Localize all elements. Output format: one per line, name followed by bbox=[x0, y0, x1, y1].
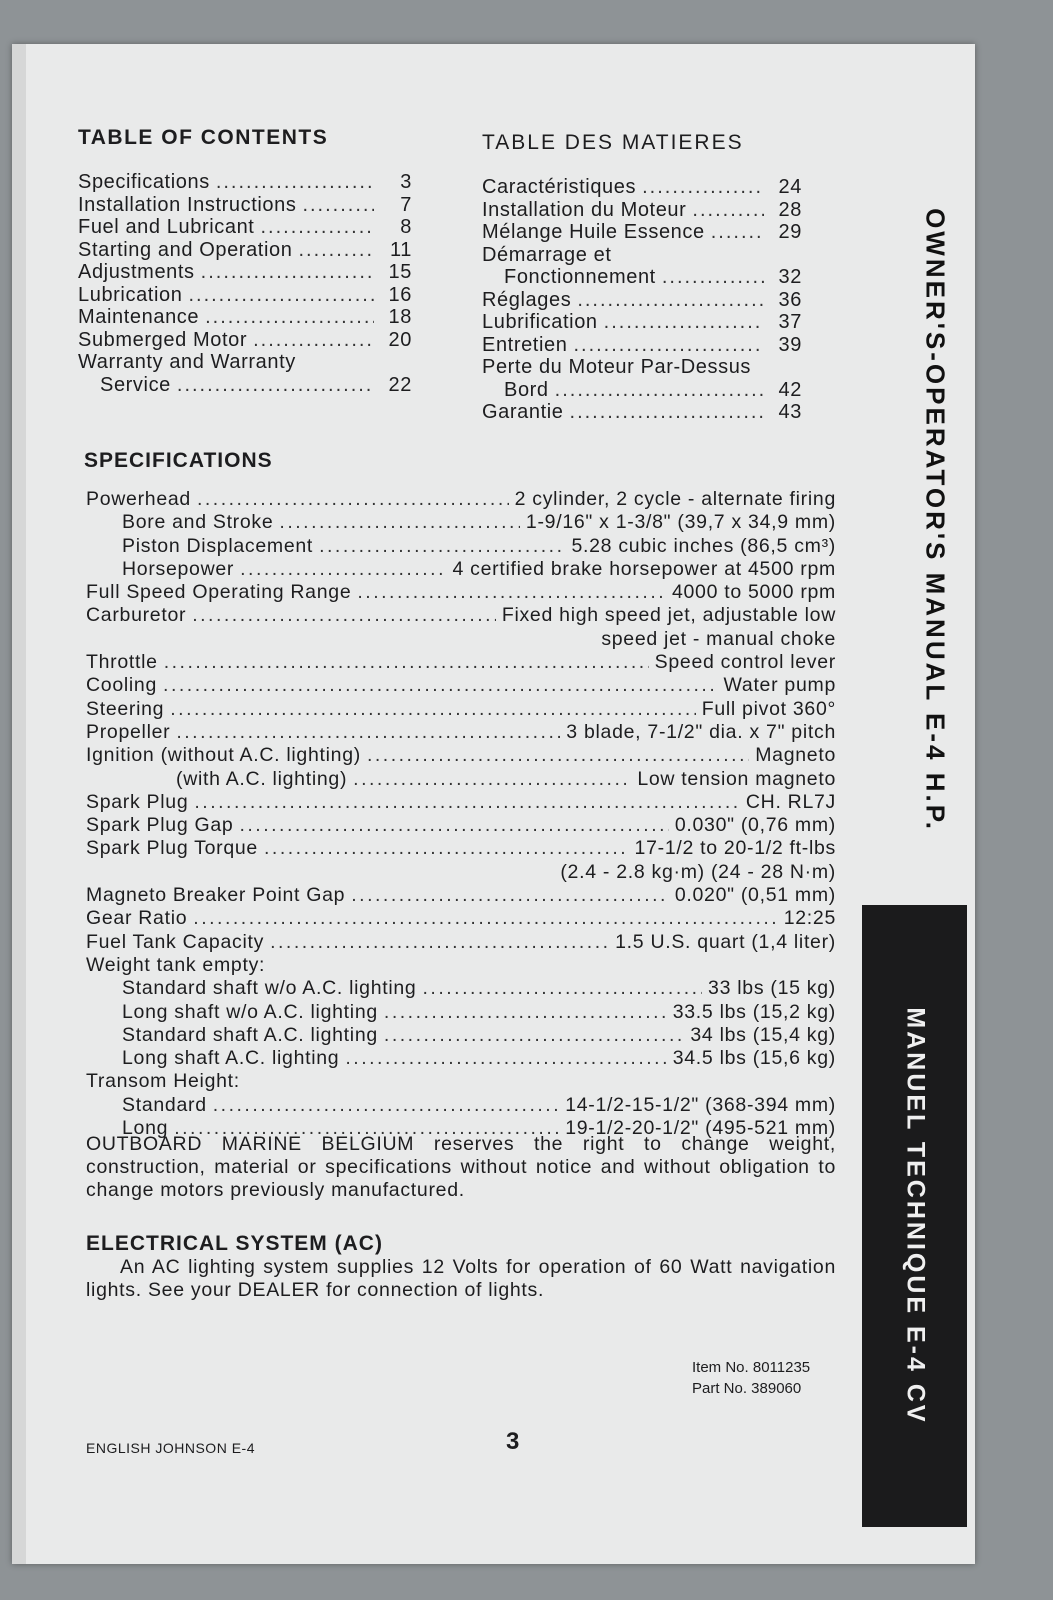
toc-label: Réglages bbox=[482, 288, 572, 311]
spec-value: Speed control lever bbox=[654, 651, 836, 674]
toc-page-number: 15 bbox=[388, 261, 412, 283]
spec-row bbox=[86, 1001, 836, 1024]
toc-label: Lubrification bbox=[482, 311, 598, 333]
toc-fr-title: TABLE DES MATIERES bbox=[482, 131, 744, 154]
spec-row bbox=[86, 698, 836, 721]
spec-label: Full Speed Operating Range bbox=[86, 581, 352, 604]
toc-label: Warranty and Warranty bbox=[78, 351, 296, 373]
toc-row bbox=[78, 374, 412, 397]
spec-continuation: (2.4 - 2.8 kg·m) (24 - 28 N·m) bbox=[560, 860, 836, 883]
toc-label: Installation Instructions bbox=[78, 193, 297, 216]
dot-leader bbox=[253, 329, 374, 352]
dot-leader bbox=[711, 221, 764, 244]
dot-leader bbox=[260, 216, 374, 239]
dot-leader bbox=[193, 907, 777, 930]
dot-leader bbox=[213, 1094, 559, 1117]
toc-row bbox=[482, 356, 802, 379]
spec-label: Spark Plug Torque bbox=[86, 837, 258, 860]
toc-label: Specifications bbox=[78, 171, 210, 193]
spec-label: Standard bbox=[122, 1093, 207, 1116]
spec-row bbox=[86, 791, 836, 814]
toc-page-number: 32 bbox=[778, 266, 802, 288]
footer-label: ENGLISH JOHNSON E-4 bbox=[86, 1440, 255, 1456]
dot-leader bbox=[384, 1001, 667, 1024]
toc-fr-list bbox=[482, 176, 802, 424]
dot-leader bbox=[367, 744, 749, 767]
spec-label: Gear Ratio bbox=[86, 907, 188, 930]
toc-row bbox=[482, 266, 802, 289]
spec-label: Horsepower bbox=[122, 557, 235, 580]
spec-value: 3 blade, 7-1/2" dia. x 7" pitch bbox=[566, 720, 836, 743]
spec-row bbox=[86, 558, 836, 581]
spec-label: Bore and Stroke bbox=[122, 511, 274, 534]
dot-leader bbox=[357, 581, 666, 604]
toc-label: Lubrication bbox=[78, 283, 183, 306]
dot-leader bbox=[555, 379, 764, 402]
spec-label: Fuel Tank Capacity bbox=[86, 930, 265, 953]
spec-value: 0.030" (0,76 mm) bbox=[674, 814, 836, 837]
dot-leader bbox=[163, 674, 717, 697]
dot-leader bbox=[270, 931, 609, 954]
toc-row bbox=[482, 221, 802, 244]
toc-en-title: TABLE OF CONTENTS bbox=[78, 126, 329, 149]
spine-text-en: OWNER'S-OPERATOR'S MANUAL E-4 H.P. bbox=[920, 208, 951, 832]
spec-label: Piston Displacement bbox=[122, 534, 314, 557]
spec-value: CH. RL7J bbox=[745, 790, 836, 813]
toc-row bbox=[482, 311, 802, 334]
spec-label: Spark Plug bbox=[86, 790, 189, 813]
toc-row bbox=[482, 401, 802, 424]
dot-leader bbox=[177, 374, 374, 397]
toc-row bbox=[78, 216, 412, 239]
dot-leader bbox=[345, 1047, 666, 1070]
spec-label: (with A.C. lighting) bbox=[176, 767, 348, 790]
spec-label: Standard shaft w/o A.C. lighting bbox=[122, 977, 417, 1000]
spec-row bbox=[86, 674, 836, 697]
spec-value: 33 lbs (15 kg) bbox=[708, 977, 836, 1000]
toc-row bbox=[78, 351, 412, 374]
spec-label: Long shaft A.C. lighting bbox=[122, 1047, 340, 1070]
spec-row bbox=[86, 977, 836, 1000]
spec-label: Magneto Breaker Point Gap bbox=[86, 884, 346, 907]
electrical-paragraph: An AC lighting system supplies 12 Volts for operation of 60 Watt navigation lights. See your DEALER for connection of lights. bbox=[86, 1256, 836, 1301]
toc-row bbox=[78, 329, 412, 352]
spec-label: Steering bbox=[86, 697, 165, 720]
spec-row bbox=[86, 511, 836, 534]
toc-label: Fonctionnement bbox=[504, 266, 656, 288]
toc-label: Service bbox=[100, 373, 171, 396]
spec-value: 33.5 lbs (15,2 kg) bbox=[672, 1000, 836, 1023]
dot-leader bbox=[319, 535, 565, 558]
toc-page-number: 36 bbox=[778, 288, 802, 311]
toc-label: Installation du Moteur bbox=[482, 198, 687, 221]
spec-row bbox=[86, 1024, 836, 1047]
spec-value: 1.5 U.S. quart (1,4 liter) bbox=[615, 930, 836, 953]
dot-leader bbox=[197, 488, 509, 511]
spec-value: 0.020" (0,51 mm) bbox=[674, 884, 836, 907]
dot-leader bbox=[194, 791, 739, 814]
spec-value: 5.28 cubic inches (86,5 cm³) bbox=[571, 534, 836, 557]
item-number: Item No. 8011235 bbox=[692, 1359, 811, 1376]
toc-row bbox=[78, 284, 412, 307]
spec-value: 34.5 lbs (15,6 kg) bbox=[672, 1047, 836, 1070]
spec-continuation: speed jet - manual choke bbox=[601, 627, 836, 650]
notice-paragraph: OUTBOARD MARINE BELGIUM reserves the right to change weight, construction, material or specifications without notice and without obligation to change motors previously manufactured. bbox=[86, 1133, 836, 1201]
toc-page-number: 42 bbox=[778, 378, 802, 401]
spec-label: Carburetor bbox=[86, 604, 187, 627]
dot-leader bbox=[216, 171, 374, 194]
toc-page-number: 24 bbox=[778, 176, 802, 198]
spec-label: Throttle bbox=[86, 651, 158, 674]
spec-row bbox=[86, 1047, 836, 1070]
dot-leader bbox=[279, 511, 520, 534]
toc-page-number: 39 bbox=[778, 333, 802, 356]
toc-label: Fuel and Lubricant bbox=[78, 216, 255, 238]
spec-label: Cooling bbox=[86, 674, 158, 697]
toc-label: Submerged Motor bbox=[78, 328, 248, 351]
dot-leader bbox=[188, 284, 374, 307]
toc-label: Perte du Moteur Par-Dessus bbox=[482, 356, 752, 378]
toc-label: Caractéristiques bbox=[482, 176, 637, 198]
electrical-heading: ELECTRICAL SYSTEM (AC) bbox=[86, 1232, 383, 1255]
spec-value: 4000 to 5000 rpm bbox=[671, 581, 836, 604]
spec-label: Propeller bbox=[86, 720, 171, 743]
dot-leader bbox=[573, 334, 764, 357]
spec-label: Ignition (without A.C. lighting) bbox=[86, 744, 361, 767]
dot-leader bbox=[205, 306, 374, 329]
spec-row bbox=[86, 907, 836, 930]
dot-leader bbox=[662, 266, 764, 289]
toc-label: Maintenance bbox=[78, 306, 200, 328]
toc-row bbox=[78, 239, 412, 262]
item-numbers bbox=[692, 1357, 810, 1399]
dot-leader bbox=[577, 289, 764, 312]
dot-leader bbox=[164, 651, 649, 674]
spec-row bbox=[86, 488, 836, 511]
spec-value: 4 certified brake horsepower at 4500 rpm bbox=[452, 557, 836, 580]
spec-value: 1-9/16" x 1-3/8" (39,7 x 34,9 mm) bbox=[525, 511, 836, 534]
spec-value: 17-1/2 to 20-1/2 ft-lbs bbox=[634, 837, 836, 860]
spec-subheading: Weight tank empty: bbox=[86, 953, 266, 976]
dot-leader bbox=[201, 261, 374, 284]
toc-row bbox=[78, 306, 412, 329]
toc-page-number: 8 bbox=[400, 216, 412, 238]
specifications-heading: SPECIFICATIONS bbox=[84, 449, 273, 472]
spec-value: Magneto bbox=[755, 744, 836, 767]
spec-label: Powerhead bbox=[86, 488, 191, 510]
toc-page-number: 20 bbox=[388, 328, 412, 351]
dot-leader bbox=[692, 199, 764, 222]
toc-label: Entretien bbox=[482, 333, 568, 356]
page-edge bbox=[12, 44, 26, 1564]
dot-leader bbox=[240, 558, 446, 581]
toc-row bbox=[482, 334, 802, 357]
spec-row bbox=[86, 604, 836, 627]
dot-leader bbox=[302, 194, 374, 217]
toc-label: Démarrage et bbox=[482, 243, 612, 266]
spine-text-fr: MANUEL TECHNIQUE E-4 CV bbox=[901, 1007, 929, 1425]
toc-row bbox=[482, 199, 802, 222]
toc-en-list bbox=[78, 171, 412, 396]
spec-row bbox=[86, 1094, 836, 1117]
dot-leader bbox=[176, 721, 560, 744]
spec-row bbox=[86, 535, 836, 558]
toc-row bbox=[482, 176, 802, 199]
dot-leader bbox=[604, 311, 764, 334]
toc-page-number: 11 bbox=[390, 238, 412, 261]
spec-row bbox=[86, 768, 836, 791]
spec-row bbox=[86, 884, 836, 907]
dot-leader bbox=[239, 814, 668, 837]
toc-page-number: 28 bbox=[778, 198, 802, 221]
toc-label: Starting and Operation bbox=[78, 238, 293, 261]
spine-band-fr bbox=[862, 905, 967, 1527]
spec-value: Low tension magneto bbox=[637, 767, 836, 790]
toc-label: Bord bbox=[504, 378, 549, 401]
spec-row bbox=[86, 721, 836, 744]
spec-row bbox=[86, 931, 836, 954]
dot-leader bbox=[422, 977, 702, 1000]
spec-value: Full pivot 360° bbox=[701, 697, 836, 720]
toc-page-number: 7 bbox=[400, 193, 412, 216]
toc-page-number: 29 bbox=[778, 221, 802, 243]
spec-label: Long shaft w/o A.C. lighting bbox=[122, 1000, 378, 1023]
toc-page-number: 43 bbox=[778, 401, 802, 423]
spec-row bbox=[86, 581, 836, 604]
toc-page-number: 16 bbox=[388, 283, 412, 306]
toc-page-number: 18 bbox=[388, 306, 412, 328]
spec-value: Water pump bbox=[723, 674, 836, 697]
dot-leader bbox=[264, 837, 629, 860]
spec-row bbox=[86, 744, 836, 767]
spec-value: 12:25 bbox=[783, 907, 836, 930]
dot-leader bbox=[170, 698, 695, 721]
spec-value: 19-1/2-20-1/2" (495-521 mm) bbox=[565, 1117, 836, 1140]
toc-page-number: 37 bbox=[778, 311, 802, 333]
toc-page-number: 3 bbox=[400, 171, 412, 193]
spec-label: Standard shaft A.C. lighting bbox=[122, 1023, 378, 1046]
toc-row bbox=[78, 261, 412, 284]
toc-page-number: 22 bbox=[388, 373, 412, 396]
spec-value: 34 lbs (15,4 kg) bbox=[690, 1023, 836, 1046]
dot-leader bbox=[353, 768, 631, 791]
spec-row bbox=[86, 814, 836, 837]
toc-label: Garantie bbox=[482, 401, 564, 423]
spine-title-en bbox=[905, 160, 965, 880]
dot-leader bbox=[351, 884, 669, 907]
toc-row bbox=[78, 171, 412, 194]
part-number: Part No. 389060 bbox=[692, 1380, 802, 1397]
dot-leader bbox=[298, 239, 374, 262]
spec-value: 14-1/2-15-1/2" (368-394 mm) bbox=[565, 1093, 836, 1116]
dot-leader bbox=[192, 604, 496, 627]
dot-leader bbox=[570, 401, 764, 424]
toc-label: Mélange Huile Essence bbox=[482, 221, 705, 243]
spec-label: Spark Plug Gap bbox=[86, 814, 234, 837]
dot-leader bbox=[642, 176, 764, 199]
toc-row bbox=[482, 379, 802, 402]
spec-value: 2 cylinder, 2 cycle - alternate firing bbox=[514, 488, 836, 510]
spec-label: Long bbox=[122, 1117, 169, 1140]
dot-leader bbox=[384, 1024, 684, 1047]
page-number: 3 bbox=[506, 1428, 520, 1455]
toc-row bbox=[482, 244, 802, 267]
spec-value: Fixed high speed jet, adjustable low bbox=[501, 604, 836, 627]
spec-row bbox=[86, 837, 836, 860]
specifications-list bbox=[86, 488, 836, 1140]
spec-subheading: Transom Height: bbox=[86, 1070, 240, 1093]
toc-label: Adjustments bbox=[78, 261, 195, 283]
toc-row bbox=[78, 194, 412, 217]
toc-row bbox=[482, 289, 802, 312]
spec-row bbox=[86, 651, 836, 674]
